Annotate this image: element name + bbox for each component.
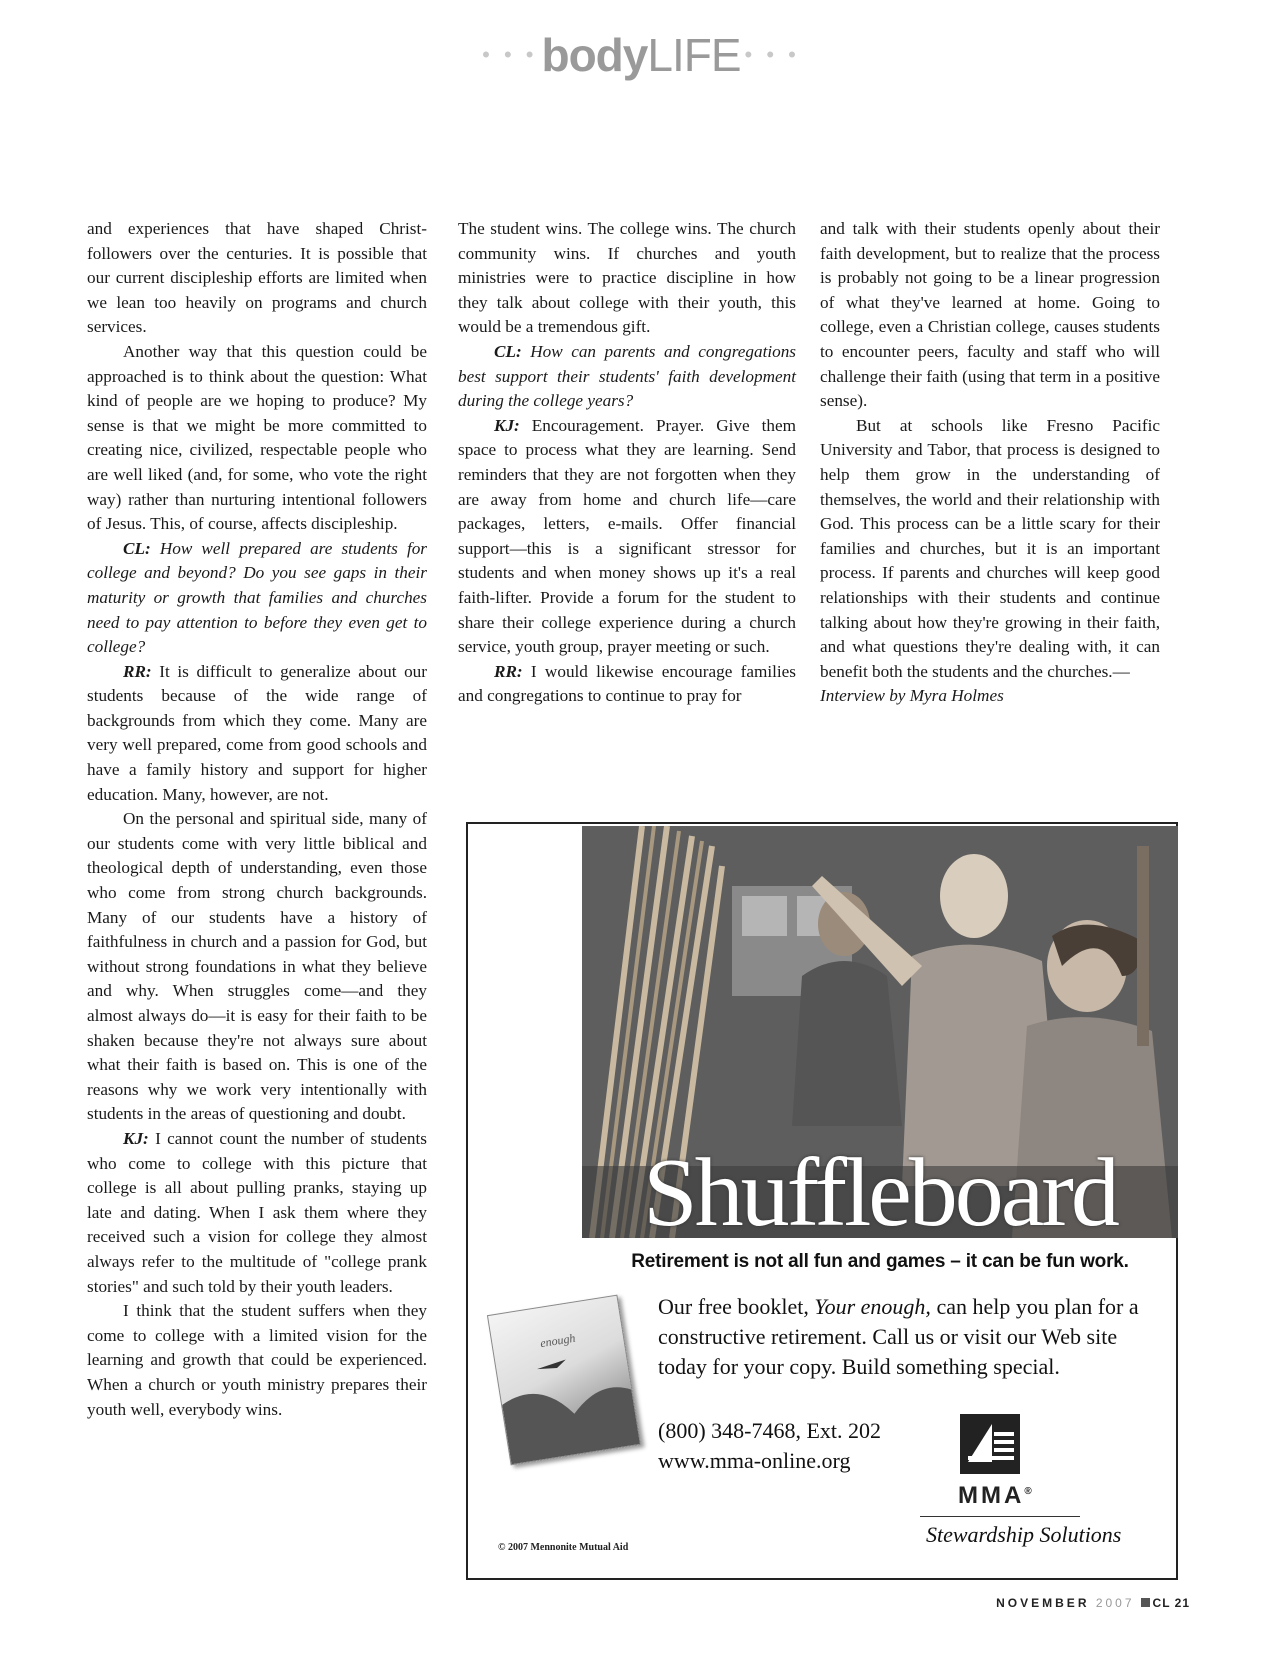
interview-answer [87,660,427,808]
section-title-light: LIFE [647,29,741,81]
article-paragraph: I think that the student suffers when they come to college with a limited vision for the learning and growth that could be experienced. When a church or youth ministry prepares their youth well, everybody wins. [87,1301,427,1419]
booklet-title: enough [539,1330,577,1351]
question-text: How well prepared are students for college and beyond? Do you see gaps in their maturity or growth that families and churches need to pay attention to before they even get to college? [87,538,427,657]
answer-text: I would likewise encourage families and congregations to continue to pray for [458,661,796,706]
ad-body-text [658,1292,1168,1382]
article-paragraph: Another way that this question could be approached is to think about the question: What kind of people are we hoping to produce? My sense is that we might be more committed to creating nice, civilized, respectable people who are well liked (and, for some, who vote the right way) rather than nurturing intentional followers of Jesus. This, of course, affects discipleship. [87,341,427,534]
page-footer [900,1596,1190,1610]
speaker-initials: KJ: [494,415,520,435]
ad-tagline: Retirement is not all fun and games – it can be fun work. [631,1251,1129,1272]
ad-copyright: © 2007 Mennonite Mutual Aid [498,1542,629,1553]
ad-body-post: can help you plan for a constructive retirement. Call us or visit our Web site today for your copy. Build something special. [658,1294,1139,1379]
ad-phone: (800) 348-7468, Ext. 202 [658,1418,882,1443]
article-column-2 [458,217,796,709]
ad-headline: Shuffleboard [643,1139,1117,1238]
speaker-initials: RR: [123,661,152,681]
interview-answer [458,414,796,660]
speaker-initials: RR: [494,661,523,681]
article-paragraph: and talk with their students openly about their faith development, but to realize that the process is probably not going to be a linear progression of what they've learned at home. Going to college, even a Christian college, causes students to encounter peers, faculty and staff who will challenge their faith (using that term in a positive sense). [820,219,1160,411]
mma-logo-icon [958,1412,1022,1476]
speaker-initials: CL: [123,538,151,558]
ad-website: www.mma-online.org [658,1448,851,1473]
interview-question [458,340,796,414]
footer-year: 2007 [1095,1596,1135,1610]
footer-square-icon [1141,1598,1150,1607]
ad-body-pre: Our free booklet, [658,1294,815,1319]
interview-question [87,537,427,660]
article-paragraph: and experiences that have shaped Christ-followers over the centuries. It is possible that our current discipleship efforts are limited when we lean too heavily on programs and church services. [87,219,427,337]
answer-text: It is difficult to generalize about our students because of the wide range of backgrounds from which they come. Many are very well prepared, come from good schools and have a family history and support for higher education. Many, however, are not. [87,661,427,804]
advertisement [466,822,1178,1580]
booklet-art [488,1296,640,1464]
mma-wordmark [958,1482,1035,1510]
interview-answer [87,1127,427,1299]
article-paragraph: But at schools like Fresno Pacific University and Tabor, that process is designed to help them grow in the understanding of themselves, the world and their relationship with God. This process can be a little scary for their families and churches, but it is an important process. If parents and churches will keep good relationships with their students and continue talking about how they're growing in their faith, and what questions they're dealing with, it can benefit both the students and the churches.— [820,415,1160,681]
mma-divider [920,1516,1080,1517]
speaker-initials: KJ: [123,1128,149,1148]
interview-answer [458,660,796,709]
answer-text: I cannot count the number of students who come to college with this picture that college is all about pulling pranks, staying up late and dating. When I ask them where they received such a vision for college they almost always refer to the multitude of "college prank stories" and such told by their youth leaders. [87,1128,427,1296]
article-column-1 [87,217,427,1422]
byline: Interview by Myra Holmes [820,686,1004,706]
mma-name: MMA [958,1482,1025,1509]
header-dots-left: • • • [482,42,538,67]
ad-contact [658,1416,938,1476]
mma-tagline: Stewardship Solutions [926,1522,1122,1547]
section-title-bold: body [541,29,648,81]
speaker-initials: CL: [494,341,522,361]
mma-registered: ® [1024,1486,1035,1497]
article-paragraph: On the personal and spiritual side, many of our students come with very little biblical and theological depth of understanding, even those who come from strong church backgrounds. Many of our students have a history of faithfulness in church and a passion for God, but without strong foundations in what they believe and why. When struggles come—and they almost always do—it is easy for their faith to be shaken because they're not always sure about what their faith is based on. This is one of the reasons why we work very intentionally with students in the areas of questioning and doubt. [87,809,427,1124]
header-dots-right: • • • [744,42,800,67]
article-paragraph: The student wins. The college wins. The church community wins. If churches and youth ministries were to practice discipline in how they talk about college with their youth, this would be a tremendous gift. [458,219,796,337]
ad-photo [582,826,1178,1238]
section-header [0,28,1282,88]
ad-booklet-name: Your enough, [814,1294,931,1319]
article-column-3 [820,217,1160,709]
footer-month: NOVEMBER [996,1596,1090,1610]
answer-text: Encouragement. Prayer. Give them space to process what they are learning. Send reminders that they are not forgotten when they are away from home and church life—care packages, letters, e-mails. Offer financial support—this is a significant stressor for students and when money shows up it's a real faith-lifter. Provide a forum for the student to share their college experience during a church service, youth group, prayer meeting or such. [458,415,796,657]
page-number: CL 21 [1152,1596,1190,1610]
question-text: How can parents and congregations best support their students' faith development during the college years? [458,341,796,411]
booklet-image [487,1295,641,1466]
